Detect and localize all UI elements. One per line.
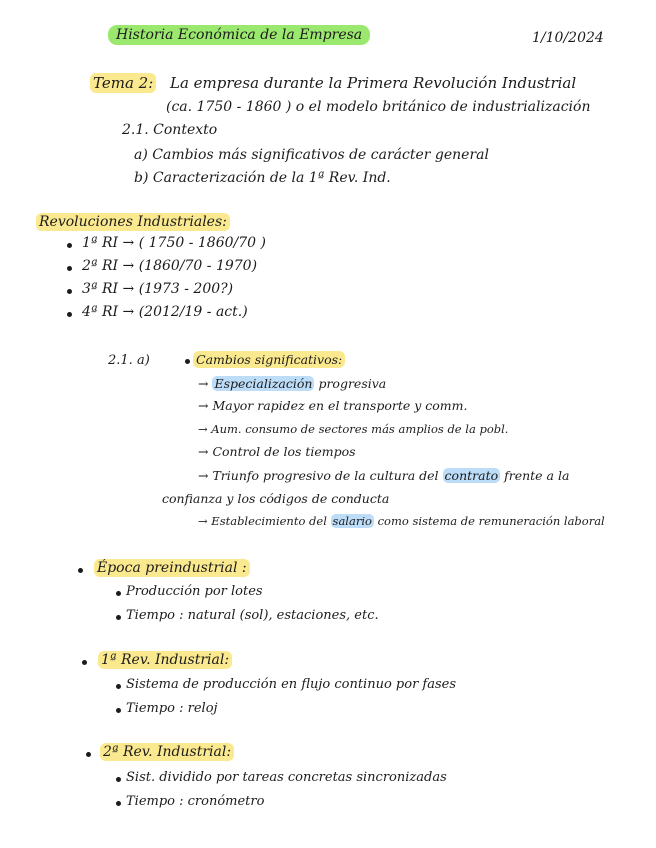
revolucion-item: 4ª RI → (2012/19 - act.) (82, 304, 248, 320)
date: 1/10/2024 (532, 30, 604, 46)
cambios-heading: Cambios significativos: (193, 354, 345, 367)
revolucion-item: 3ª RI → (1973 - 200?) (82, 281, 234, 297)
page-title: Historia Económica de la Empresa (108, 28, 370, 42)
bullet (86, 752, 91, 757)
bullet (67, 243, 72, 248)
section-contexto: 2.1. Contexto (122, 122, 218, 138)
contexto-item-a: a) Cambios más significativos de carácter general (134, 147, 489, 163)
cambio-item-especializacion: → Especialización progresiva (198, 376, 387, 391)
bullet (185, 359, 190, 364)
cambio-item-transporte: → Mayor rapidez en el transporte y comm. (198, 398, 468, 413)
tema-label: Tema 2: (90, 76, 156, 91)
bullet (116, 777, 121, 782)
revolucion-item: 2ª RI → (1860/70 - 1970) (82, 258, 258, 274)
bullet (116, 708, 121, 713)
epoca-item: Sist. dividido por tareas concretas sincronizadas (126, 770, 447, 785)
epoca-item: Tiempo : reloj (126, 701, 218, 716)
bullet (67, 289, 72, 294)
bullet (116, 801, 121, 806)
bullet (78, 568, 83, 573)
bullet (116, 615, 121, 620)
epoca-heading: 2ª Rev. Industrial: (100, 745, 234, 759)
cambio-item-contrato: → Triunfo progresivo de la cultura del contrato frente a la (198, 468, 570, 483)
bullet (82, 660, 87, 665)
bullet (67, 312, 72, 317)
cambio-item-salario: → Establecimiento del salario como sistema de remuneración laboral (198, 514, 605, 528)
epoca-item: Tiempo : natural (sol), estaciones, etc. (126, 608, 379, 623)
tema-title-line1: La empresa durante la Primera Revolución Industrial (170, 74, 577, 92)
epoca-item: Tiempo : cronómetro (126, 794, 265, 809)
cambio-item-consumo: → Aum. consumo de sectores más amplios de la pobl. (198, 422, 509, 436)
tema-title-line2: (ca. 1750 - 1860 ) o el modelo británico de industrialización (166, 99, 591, 115)
bullet (116, 684, 121, 689)
epoca-heading: Época preindustrial : (94, 561, 250, 575)
epoca-item: Producción por lotes (126, 584, 263, 599)
bullet (116, 591, 121, 596)
revoluciones-heading: Revoluciones Industriales: (36, 215, 230, 229)
contexto-item-b: b) Caracterización de la 1ª Rev. Ind. (134, 170, 391, 186)
bullet (67, 266, 72, 271)
epoca-heading: 1ª Rev. Industrial: (98, 653, 232, 667)
cambios-prefix: 2.1. a) (108, 353, 150, 368)
epoca-item: Sistema de producción en flujo continuo por fases (126, 677, 457, 692)
cambio-item-contrato-cont: confianza y los códigos de conducta (162, 491, 390, 506)
revolucion-item: 1ª RI → ( 1750 - 1860/70 ) (82, 235, 266, 251)
cambio-item-tiempos: → Control de los tiempos (198, 444, 356, 459)
